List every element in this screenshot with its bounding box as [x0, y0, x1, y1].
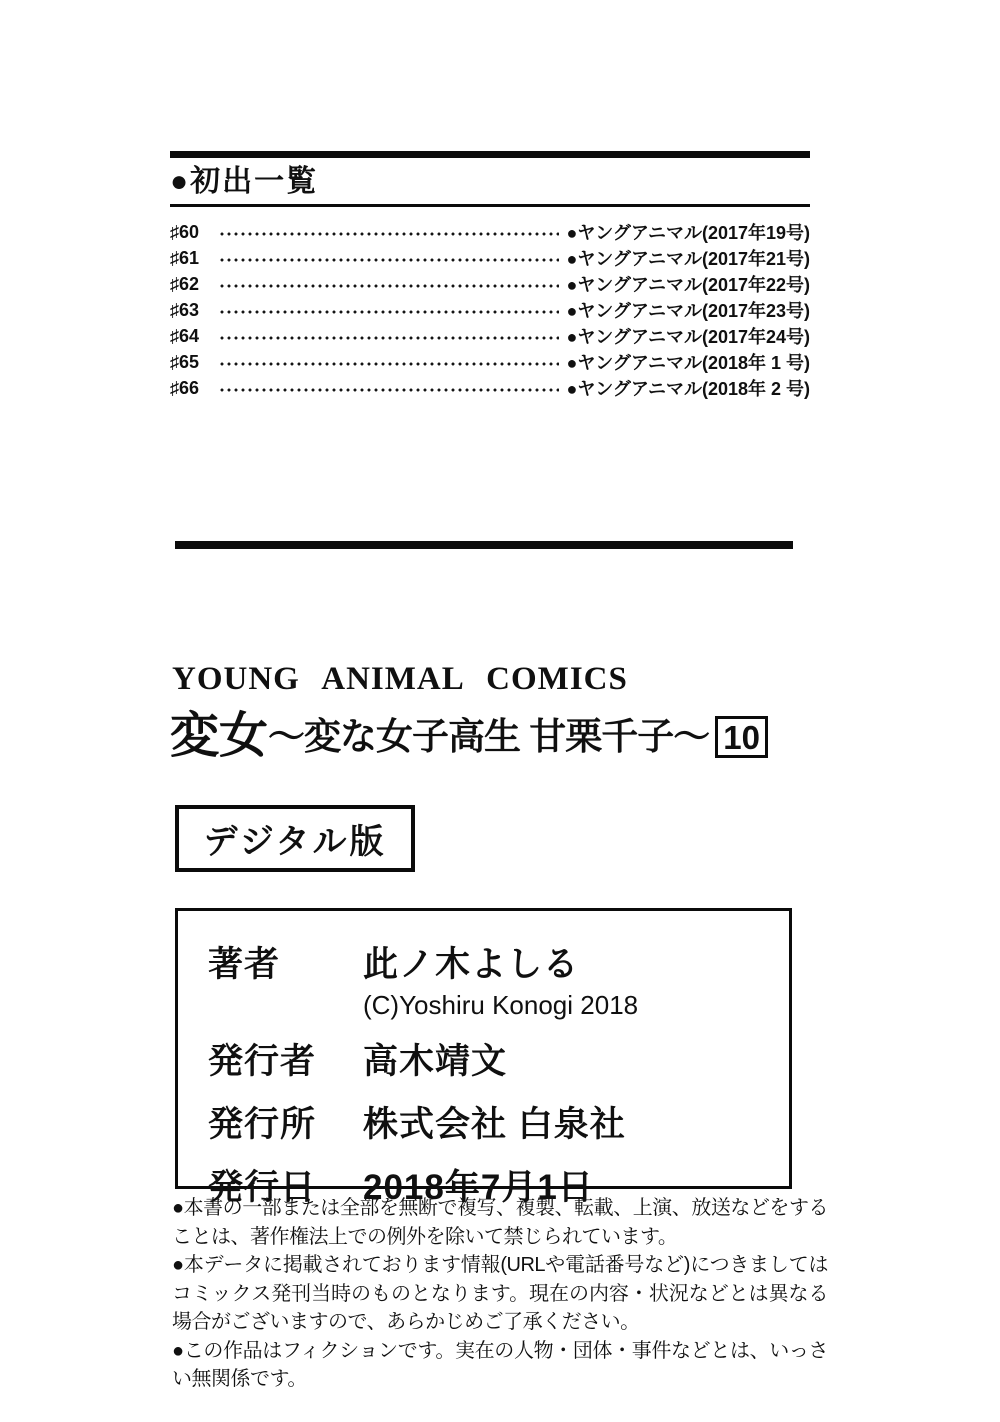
imprint-logo: YOUNG ANIMAL COMICS	[172, 661, 628, 697]
credits-row-author	[208, 937, 779, 1021]
credits-label: 著者	[208, 945, 281, 984]
chapter-number: ♯63	[170, 299, 200, 320]
credits-value: 高木靖文	[363, 1042, 508, 1081]
credits-box	[175, 908, 792, 1207]
publication-source: ●ヤングアニマル(2017年21号)	[566, 249, 810, 269]
credits-value: 2018年7月1日	[363, 1168, 594, 1207]
chapter-number: ♯60	[170, 221, 200, 242]
chapter-number: ♯62	[170, 273, 200, 294]
notice-copy-prohibition: ●本書の一部または全部を無断で複写、複製、転載、上演、放送などをすることは、著作権法上での例外を除いて禁じられています。	[172, 1197, 828, 1248]
credits-value: 株式会社 白泉社	[363, 1105, 626, 1144]
chapter-number: ♯65	[170, 351, 200, 372]
dotted-leader	[220, 310, 559, 314]
chapter-number: ♯64	[170, 325, 200, 346]
list-item	[170, 271, 810, 297]
publication-source: ●ヤングアニマル(2017年24号)	[566, 327, 810, 347]
publication-source: ●ヤングアニマル(2018年 1 号)	[566, 353, 810, 373]
list-item	[170, 349, 810, 375]
credits-label: 発行日	[208, 1168, 317, 1207]
dotted-leader	[220, 232, 559, 236]
copyright-note: (C)Yoshiru Konogi 2018	[363, 990, 639, 1020]
header-underline	[170, 204, 810, 207]
list-item	[170, 375, 810, 401]
volume-number-badge: 10	[715, 716, 768, 758]
digital-edition-badge: デジタル版	[175, 805, 415, 872]
dotted-leader	[220, 258, 559, 262]
credits-label: 発行者	[208, 1042, 317, 1081]
publication-source: ●ヤングアニマル(2017年22号)	[566, 275, 810, 295]
chapter-number: ♯61	[170, 247, 200, 268]
first-publication-section	[170, 151, 810, 401]
notice-data-currency: ●本データに掲載されております情報(URLや電話番号など)につきましてはコミックス発刊当時のものとなります。現在の内容・状況などとは異なる場合がございますので、あらかじめご了承ください。	[172, 1254, 828, 1333]
list-item	[170, 297, 810, 323]
credits-value: 此ノ木よしる	[363, 945, 580, 984]
dotted-leader	[220, 388, 559, 392]
credits-label: 発行所	[208, 1105, 317, 1144]
credits-row-publisher-person	[208, 1034, 779, 1084]
first-publication-header: ●初出一覧	[170, 165, 319, 198]
publication-source: ●ヤングアニマル(2017年23号)	[566, 301, 810, 321]
dotted-leader	[220, 284, 559, 288]
publication-source: ●ヤングアニマル(2018年 2 号)	[566, 379, 810, 399]
list-item	[170, 245, 810, 271]
list-item	[170, 219, 810, 245]
title-subtitle: 〜変な女子高生 甘栗千子〜	[268, 716, 710, 757]
dotted-leader	[220, 362, 559, 366]
title-main: 変女	[170, 709, 269, 763]
first-publication-list	[170, 219, 810, 401]
legal-notices	[172, 1194, 828, 1394]
list-item	[170, 323, 810, 349]
dotted-leader	[220, 336, 559, 340]
publication-source: ●ヤングアニマル(2017年19号)	[566, 223, 810, 243]
chapter-number: ♯66	[170, 377, 200, 398]
bottom-rule-bar	[175, 541, 793, 549]
notice-fiction-disclaimer: ●この作品はフィクションです。実在の人物・団体・事件などとは、いっさい無関係です。	[172, 1339, 828, 1390]
top-rule-bar	[170, 151, 810, 158]
credits-row-publishing-house	[208, 1097, 779, 1147]
book-title	[170, 709, 768, 763]
